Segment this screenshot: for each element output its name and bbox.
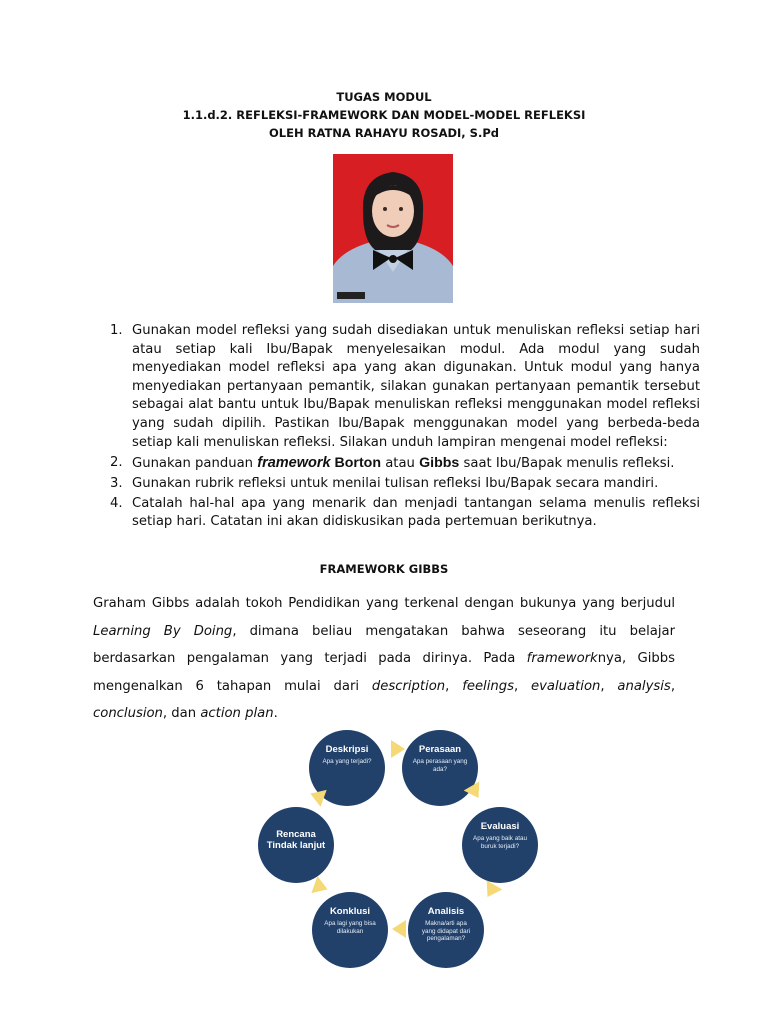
stage-analisis: Analisis Makna/arti apa yang didapat dari pengalaman?	[408, 892, 484, 968]
arrow-right-icon	[391, 740, 405, 758]
stage-deskripsi: Deskripsi Apa yang terjadi?	[309, 730, 385, 806]
instruction-list	[110, 322, 700, 534]
section-title: FRAMEWORK GIBBS	[319, 562, 449, 576]
portrait-illustration	[333, 154, 453, 303]
task-title: TUGAS MODUL	[336, 90, 432, 104]
arrow-up-left-icon	[311, 876, 330, 898]
author-photo	[333, 154, 453, 303]
stage-evaluasi: Evaluasi Apa yang baik atau buruk terjadi?	[462, 807, 538, 883]
stage-rencana-tindak-lanjut: Rencana Tindak lanjut	[258, 807, 334, 883]
stage-perasaan: Perasaan Apa perasaan yang ada?	[402, 730, 478, 806]
arrow-up-right-icon	[307, 785, 326, 807]
gibbs-cycle-diagram	[96, 712, 670, 980]
stage-konklusi: Konklusi Apa lagi yang bisa dilakukan	[312, 892, 388, 968]
author-line: OLEH RATNA RAHAYU ROSADI, S.Pd	[269, 126, 499, 140]
gibbs-paragraph: Graham Gibbs adalah tokoh Pendidikan yang terkenal dengan bukunya yang berjudul Learning By Doing, dimana beliau mengatakan bahwa seseorang itu belajar berdasarkan pengalaman yang terjadi pada dirinya. Pada frameworknya, Gibbs mengenalkan 6 tahapan mulai dari description, feelings, evaluation, analysis, conclusion, dan action plan.	[93, 596, 676, 721]
list-item: 4. Catalah hal-hal apa yang menarik dan menjadi tantangan selama menulis refleksi setiap hari. Catatan ini akan didiskusikan pada pertemuan berikutnya.	[110, 495, 700, 530]
document-header	[0, 88, 768, 142]
module-title: 1.1.d.2. REFLEKSI-FRAMEWORK DAN MODEL-MODEL REFLEKSI	[182, 108, 586, 122]
arrow-down-left-icon	[480, 880, 503, 901]
list-item: 3. Gunakan rubrik refleksi untuk menilai tulisan refleksi Ibu/Bapak secara mandiri.	[110, 475, 659, 491]
list-item: 1. Gunakan model refleksi yang sudah disediakan untuk menuliskan refleksi setiap hari atau setiap kali Ibu/Bapak menyelesaikan modul. Ada modul yang sudah menyediakan model refleksi apa yang akan digunakan. Untuk modul yang hanya menyediakan pertanyaan pemantik, silakan gunakan pertanyaan pemantik tersebut sebagai alat bantu untuk Ibu/Bapak menuliskan refleksi menggunakan model refleksi yang sudah dipilih. Pastikan Ibu/Bapak menggunakan model yang berbeda-beda setiap kali menuliskan refleksi. Silakan unduh lampiran mengenai model refleksi:	[110, 323, 700, 450]
list-item: 2. Gunakan panduan framework Borton atau Gibbs saat Ibu/Bapak menulis refleksi.	[110, 454, 675, 471]
arrow-left-icon	[392, 920, 406, 938]
